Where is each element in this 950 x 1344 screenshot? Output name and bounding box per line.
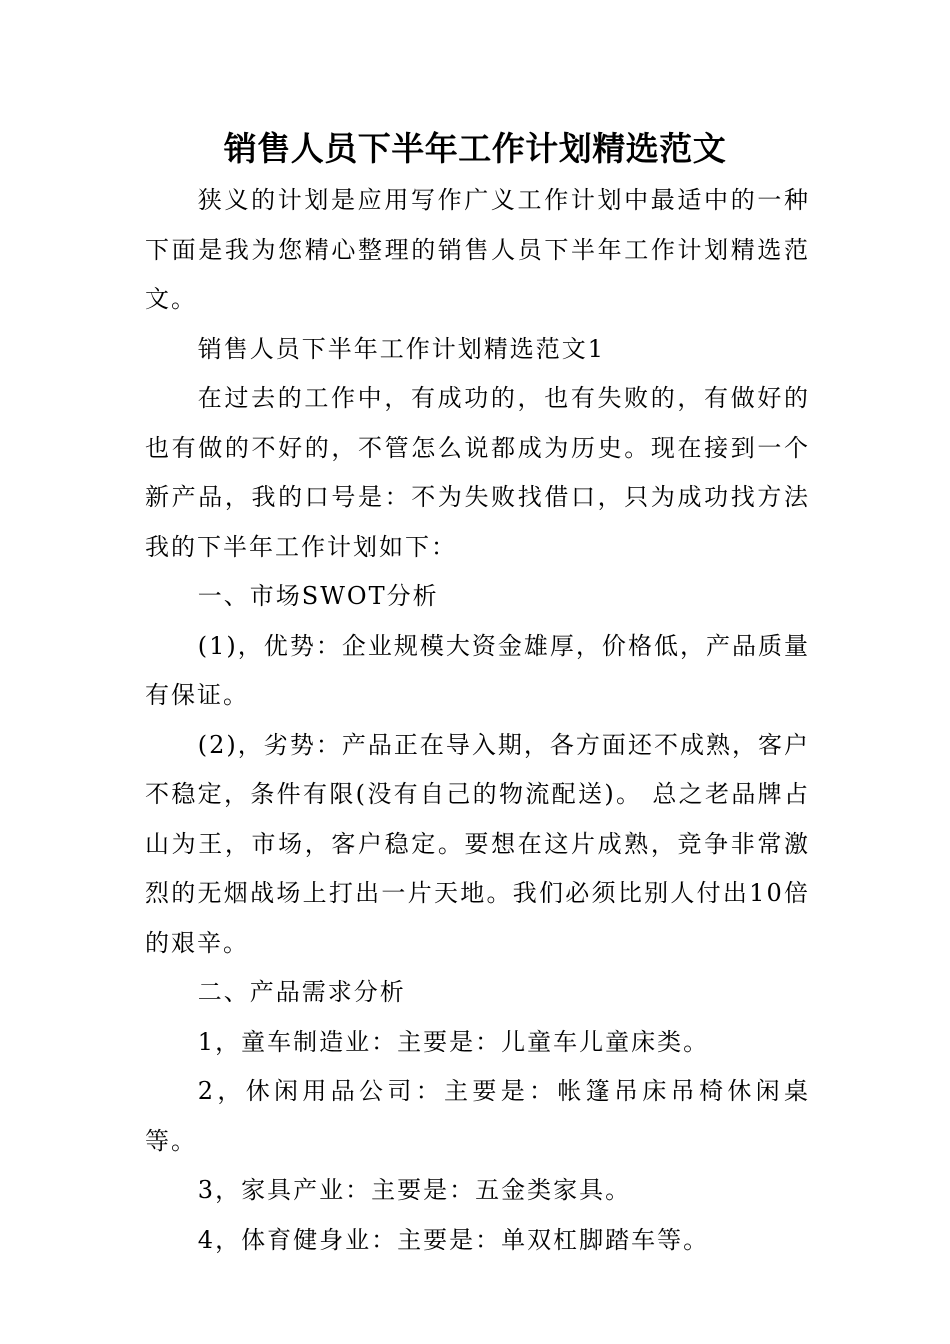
list-item-stroller: 1，童车制造业：主要是：儿童车儿童床类。 [197, 1027, 710, 1056]
list-item-leisure: 2，休闲用品公司：主要是：帐篷吊床吊椅休闲桌等。 [145, 1077, 810, 1155]
intro-paragraph: 狭义的计划是应用写作广义工作计划中最适中的一种下面是我为您精心整理的销售人员下半年工作计划精选范文。 [145, 186, 810, 313]
paragraph-strengths: (1)，优势：企业规模大资金雄厚，价格低，产品质量有保证。 [145, 631, 810, 709]
document-body [145, 176, 810, 1265]
list-item-fitness: 4，体育健身业：主要是：单双杠脚踏车等。 [197, 1225, 710, 1254]
paragraph-weaknesses: (2)，劣势：产品正在导入期，各方面还不成熟，客户不稳定，条件有限(没有自己的物流配送)。 总之老品牌占山为王，市场，客户稳定。要想在这片成熟，竞争非常激烈的无烟战场上打出一片天地。我们必须比别人付出10倍的艰辛。 [145, 730, 810, 957]
section-heading-swot: 一、市场SWOT分析 [197, 582, 439, 610]
section-heading-sample-1: 销售人员下半年工作计划精选范文1 [197, 334, 606, 363]
list-item-furniture: 3，家具产业：主要是：五金类家具。 [197, 1176, 632, 1204]
section-heading-demand: 二、产品需求分析 [197, 978, 406, 1006]
paragraph-review: 在过去的工作中，有成功的，也有失败的，有做好的也有做的不好的，不管怎么说都成为历史。现在接到一个新产品，我的口号是：不为失败找借口，只为成功找方法我的下半年工作计划如下： [145, 384, 810, 561]
document-title: 销售人员下半年工作计划精选范文 [223, 129, 727, 168]
